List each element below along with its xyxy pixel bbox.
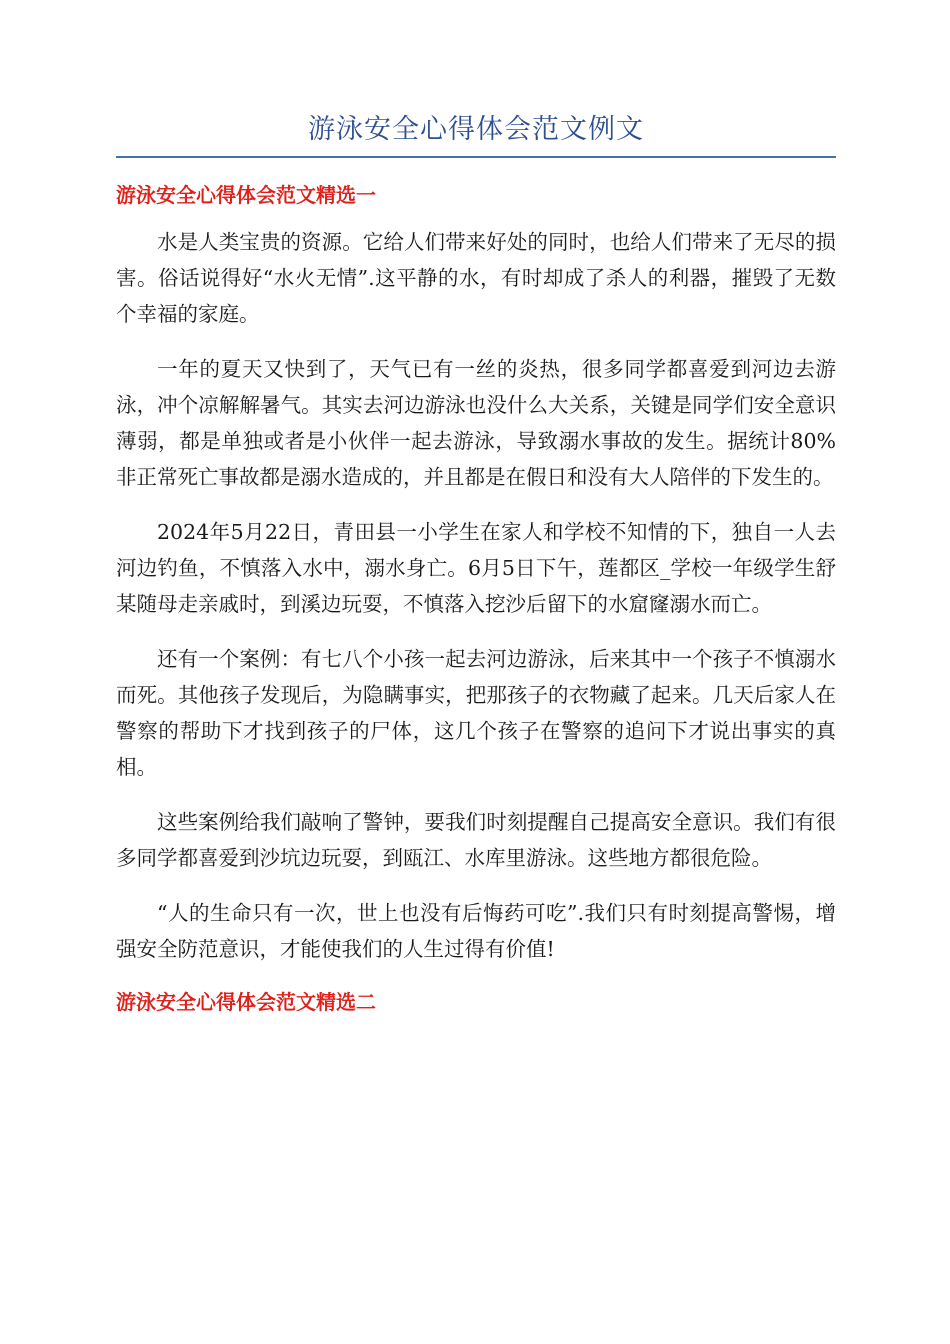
paragraph: 水是人类宝贵的资源。它给人们带来好处的同时，也给人们带来了无尽的损害。俗话说得好“水火无情”.这平静的水，有时却成了杀人的利器，摧毁了无数个幸福的家庭。	[116, 230, 836, 326]
section-heading: 游泳安全心得体会范文精选二	[116, 990, 376, 1014]
document-title: 游泳安全心得体会范文例文	[308, 114, 644, 145]
paragraph: 2024年5月22日，青田县一小学生在家人和学校不知情的下，独自一人去河边钓鱼，不慎落入水中，溺水身亡。6月5日下午，莲都区_学校一年级学生舒某随母走亲戚时，到溪边玩耍，不慎落入挖沙后留下的水窟窿溺水而亡。	[116, 520, 836, 616]
section-heading: 游泳安全心得体会范文精选一	[116, 183, 376, 207]
paragraph: 还有一个案例：有七八个小孩一起去河边游泳，后来其中一个孩子不慎溺水而死。其他孩子发现后，为隐瞒事实，把那孩子的衣物藏了起来。几天后家人在警察的帮助下才找到孩子的尸体，这几个孩子在警察的追问下才说出事实的真相。	[116, 647, 836, 779]
paragraph: “人的生命只有一次，世上也没有后悔药可吃”.我们只有时刻提高警惕，增强安全防范意识，才能使我们的人生过得有价值!	[116, 901, 836, 961]
paragraph: 这些案例给我们敲响了警钟，要我们时刻提醒自己提高安全意识。我们有很多同学都喜爱到沙坑边玩耍，到瓯江、水库里游泳。这些地方都很危险。	[116, 810, 836, 870]
section-one	[116, 180, 836, 967]
title-underline	[116, 156, 836, 158]
paragraph: 一年的夏天又快到了，天气已有一丝的炎热，很多同学都喜爱到河边去游泳，冲个凉解解暑气。其实去河边游泳也没什么大关系，关键是同学们安全意识薄弱，都是单独或者是小伙伴一起去游泳，导致溺水事故的发生。据统计80%非正常死亡事故都是溺水造成的，并且都是在假日和没有大人陪伴的下发生的。	[116, 357, 836, 489]
section-two	[116, 987, 836, 1017]
document-page	[116, 112, 836, 1031]
